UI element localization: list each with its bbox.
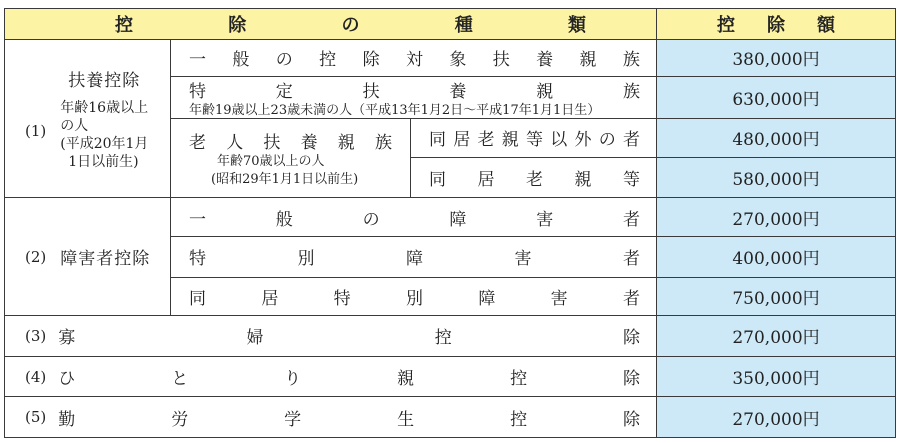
- fuyou-ippan-amount: 380,000円: [657, 40, 896, 77]
- fuyou-rojin-birth: (昭和29年1月1日以前生): [211, 171, 359, 187]
- fuyou-rojin-age: 年齢70歳以上の人: [217, 153, 325, 169]
- fuyou-rojin-label: 老 人 扶 養 親 族: [189, 132, 394, 153]
- table-row: [5, 316, 896, 357]
- kinrou-label: 勤 労 学 生 控 除: [58, 409, 641, 430]
- hitorioya-amount: 350,000円: [657, 356, 896, 397]
- fuyou-birth-text-2: 1日以前生): [68, 154, 139, 171]
- fuyou-rojin-doukyo-amount: 580,000円: [657, 157, 896, 198]
- hitorioya-label: ひ と り 親 控 除: [58, 369, 641, 390]
- header-amount-cell: [657, 9, 896, 40]
- fuyou-rojin-cell: [171, 119, 411, 198]
- kafu-label: 寡 婦 控 除: [58, 328, 640, 349]
- fuyou-birth-text: (平成20年1月: [60, 136, 149, 153]
- fuyou-rojin-other-cell: [411, 119, 657, 158]
- fuyou-age-text: 年齢16歳以上: [60, 100, 149, 117]
- fuyou-age-text-2: の人: [60, 118, 89, 135]
- kafu-amount: 270,000円: [657, 316, 896, 357]
- kinrou-number: (5): [25, 408, 47, 427]
- table-row: [5, 40, 896, 77]
- kinrou-cell: [5, 397, 657, 438]
- hitorioya-cell: [5, 356, 657, 397]
- fuyou-rojin-doukyo-cell: [411, 157, 657, 198]
- header-type-cell: [5, 9, 657, 40]
- shougai-title: 障害者控除: [60, 249, 151, 270]
- kinrou-amount: 270,000円: [657, 397, 896, 438]
- shougai-category-cell: [5, 198, 171, 316]
- fuyou-ippan-label: 一 般 の 控 除 対 象 扶 養 親 族: [189, 50, 640, 71]
- fuyou-title: 扶養控除: [68, 71, 141, 92]
- fuyou-number: (1): [25, 122, 47, 141]
- deduction-table: [4, 8, 896, 438]
- table-row: [5, 356, 896, 397]
- hitorioya-number: (4): [25, 367, 47, 386]
- shougai-tokubetsu-cell: [171, 236, 657, 277]
- fuyou-rojin-other-amount: 480,000円: [657, 119, 896, 158]
- shougai-tokubetsu-label: 特 別 障 害 者: [189, 249, 640, 270]
- shougai-doukyo-amount: 750,000円: [657, 277, 896, 316]
- table-row: [5, 198, 896, 237]
- fuyou-ippan-cell: [171, 40, 657, 77]
- shougai-doukyo-label: 同 居 特 別 障 害 者: [189, 288, 640, 309]
- fuyou-category-cell: [5, 40, 171, 198]
- shougai-number: (2): [25, 247, 47, 266]
- table-row: [5, 397, 896, 438]
- fuyou-tokutei-cell: [171, 76, 657, 119]
- kafu-cell: [5, 316, 657, 357]
- fuyou-rojin-doukyo-label: 同 居 老 親 等: [429, 170, 640, 191]
- header-amount-label: 控 除 額: [717, 15, 836, 36]
- shougai-tokubetsu-amount: 400,000円: [657, 236, 896, 277]
- shougai-ippan-cell: [171, 198, 657, 237]
- fuyou-rojin-other-label: 同 居 老 親 等 以 外 の 者: [429, 130, 640, 151]
- kafu-number: (3): [25, 326, 47, 345]
- shougai-ippan-amount: 270,000円: [657, 198, 896, 237]
- shougai-ippan-label: 一 般 の 障 害 者: [189, 209, 640, 230]
- fuyou-tokutei-sub: 年齢19歳以上23歳未満の人（平成13年1月2日～平成17年1月1日生）: [189, 102, 601, 118]
- fuyou-tokutei-amount: 630,000円: [657, 76, 896, 119]
- fuyou-tokutei-label: 特 定 扶 養 親 族: [189, 81, 640, 102]
- shougai-doukyo-cell: [171, 277, 657, 316]
- header-type-label: 控 除 の 種 類: [115, 15, 586, 36]
- table-header-row: [5, 9, 896, 40]
